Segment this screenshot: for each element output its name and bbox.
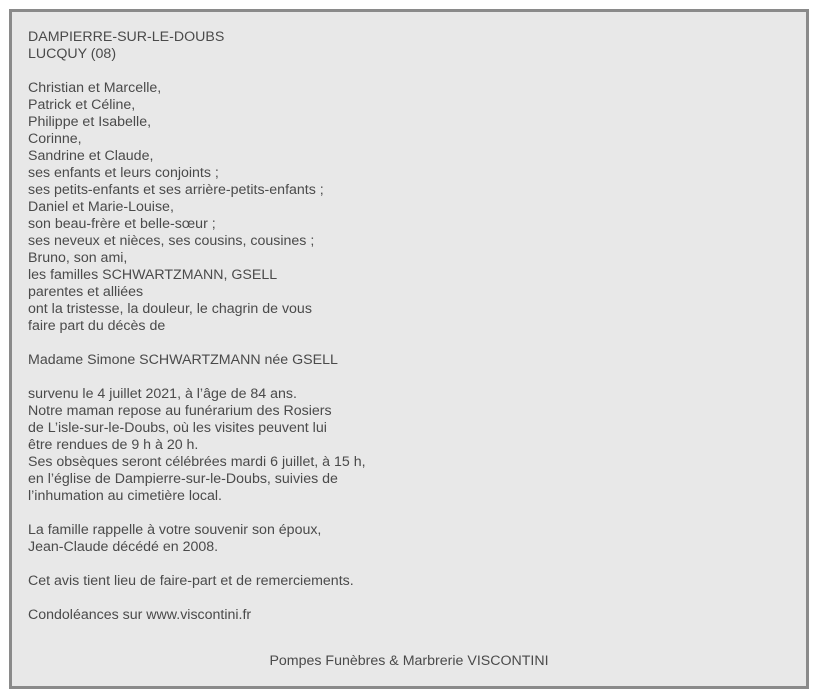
- details-line: être rendues de 9 h à 20 h.: [28, 437, 199, 453]
- details-line: Ses obsèques seront célébrées mardi 6 juillet, à 15 h,: [28, 454, 366, 470]
- town-heading: DAMPIERRE-SUR-LE-DOUBS: [28, 29, 225, 45]
- family-line: ses neveux et nièces, ses cousins, cousines ;: [28, 233, 315, 249]
- family-list: [28, 80, 788, 335]
- family-line: Daniel et Marie-Louise,: [28, 199, 174, 215]
- funeral-details: [28, 386, 788, 505]
- family-line: faire part du décès de: [28, 318, 166, 334]
- funeral-home-footer: Pompes Funèbres & Marbrerie VISCONTINI: [269, 653, 549, 669]
- notice-statement: Cet avis tient lieu de faire-part et de remerciements.: [28, 573, 354, 589]
- spacer: [28, 369, 788, 386]
- remembrance-line: La famille rappelle à votre souvenir son époux,: [28, 522, 322, 538]
- deceased-name: Madame Simone SCHWARTZMANN née GSELL: [28, 352, 338, 368]
- remembrance-line: Jean-Claude décédé en 2008.: [28, 539, 219, 555]
- family-line: ont la tristesse, la douleur, le chagrin de vous: [28, 301, 312, 317]
- condolences-line: Condoléances sur www.viscontini.fr: [28, 607, 252, 623]
- family-line: Sandrine et Claude,: [28, 148, 154, 164]
- family-line: Bruno, son ami,: [28, 250, 128, 266]
- family-line: ses petits-enfants et ses arrière-petits-enfants ;: [28, 182, 324, 198]
- details-line: l’inhumation au cimetière local.: [28, 488, 222, 504]
- family-line: son beau-frère et belle-sœur ;: [28, 216, 216, 232]
- family-line: parentes et alliées: [28, 284, 144, 300]
- notice-body: [28, 29, 788, 624]
- family-line: Corinne,: [28, 131, 82, 147]
- family-line: Christian et Marcelle,: [28, 80, 162, 96]
- details-line: survenu le 4 juillet 2021, à l’âge de 84 ans.: [28, 386, 297, 402]
- details-line: Notre maman repose au funérarium des Rosiers: [28, 403, 332, 419]
- family-line: Philippe et Isabelle,: [28, 114, 152, 130]
- spacer: [28, 505, 788, 522]
- spacer: [28, 590, 788, 607]
- spacer: [28, 63, 788, 80]
- remembrance: [28, 522, 788, 556]
- obituary-notice: [9, 9, 809, 689]
- details-line: de L’isle-sur-le-Doubs, où les visites peuvent lui: [28, 420, 327, 436]
- details-line: en l’église de Dampierre-sur-le-Doubs, suivies de: [28, 471, 338, 487]
- family-line: Patrick et Céline,: [28, 97, 136, 113]
- family-line: les familles SCHWARTZMANN, GSELL: [28, 267, 278, 283]
- spacer: [28, 335, 788, 352]
- location-heading: LUCQUY (08): [28, 46, 117, 62]
- spacer: [28, 556, 788, 573]
- family-line: ses enfants et leurs conjoints ;: [28, 165, 219, 181]
